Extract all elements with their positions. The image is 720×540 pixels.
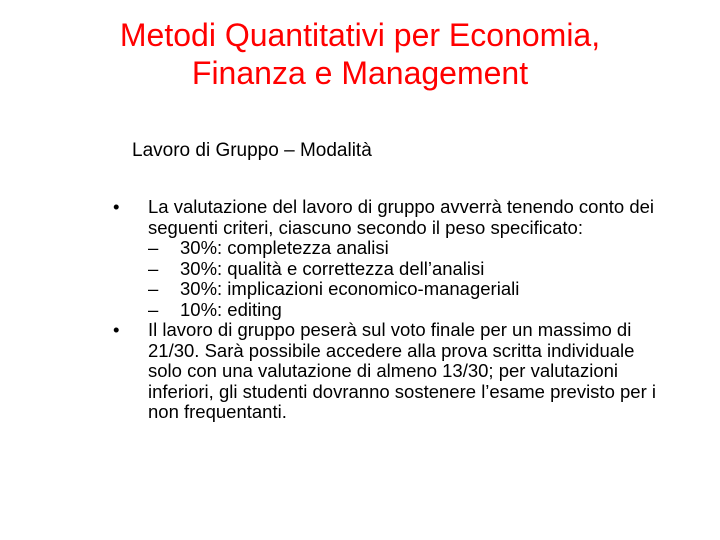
- bullet-text: La valutazione del lavoro di gruppo avverrà tenendo conto dei seguenti criteri, ciascuno secondo il peso specificato:: [148, 196, 655, 238]
- slide-title: [0, 16, 720, 92]
- bullet-icon: •: [113, 319, 120, 340]
- criteria-item: [148, 238, 668, 259]
- dash-icon: –: [148, 257, 159, 279]
- slide-subtitle: Lavoro di Gruppo – Modalità: [132, 140, 372, 161]
- dash-icon: –: [148, 298, 159, 320]
- bullet-text: Il lavoro di gruppo peserà sul voto finale per un massimo di 21/30. Sarà possibile accedere alla prova scritta individuale solo con una valutazione di almeno 13/30; per valutazioni inferiori, gli studenti dovranno sostenere l’esame previsto per i non frequentanti.: [148, 319, 656, 422]
- slide-title-line-2: Finanza e Management: [191, 55, 529, 91]
- criteria-item-text: 30%: qualità e correttezza dell’analisi: [180, 257, 485, 279]
- criteria-item-text: 30%: implicazioni economico-manageriali: [180, 278, 520, 299]
- bullet-icon: •: [113, 196, 120, 217]
- slide-body: [0, 197, 720, 423]
- criteria-item: [148, 279, 668, 300]
- dash-icon: –: [148, 237, 159, 258]
- criteria-item-text: 10%: editing: [180, 298, 282, 320]
- dash-icon: –: [148, 278, 159, 299]
- criteria-item-text: 30%: completezza analisi: [180, 237, 389, 258]
- slide-title-line-1: Metodi Quantitativi per Economia,: [119, 17, 601, 53]
- bullet-item-grade-weight: [0, 320, 668, 423]
- criteria-list: [148, 238, 668, 320]
- criteria-item: [148, 259, 668, 280]
- criteria-item: [148, 300, 668, 321]
- bullet-item-evaluation: [0, 197, 668, 320]
